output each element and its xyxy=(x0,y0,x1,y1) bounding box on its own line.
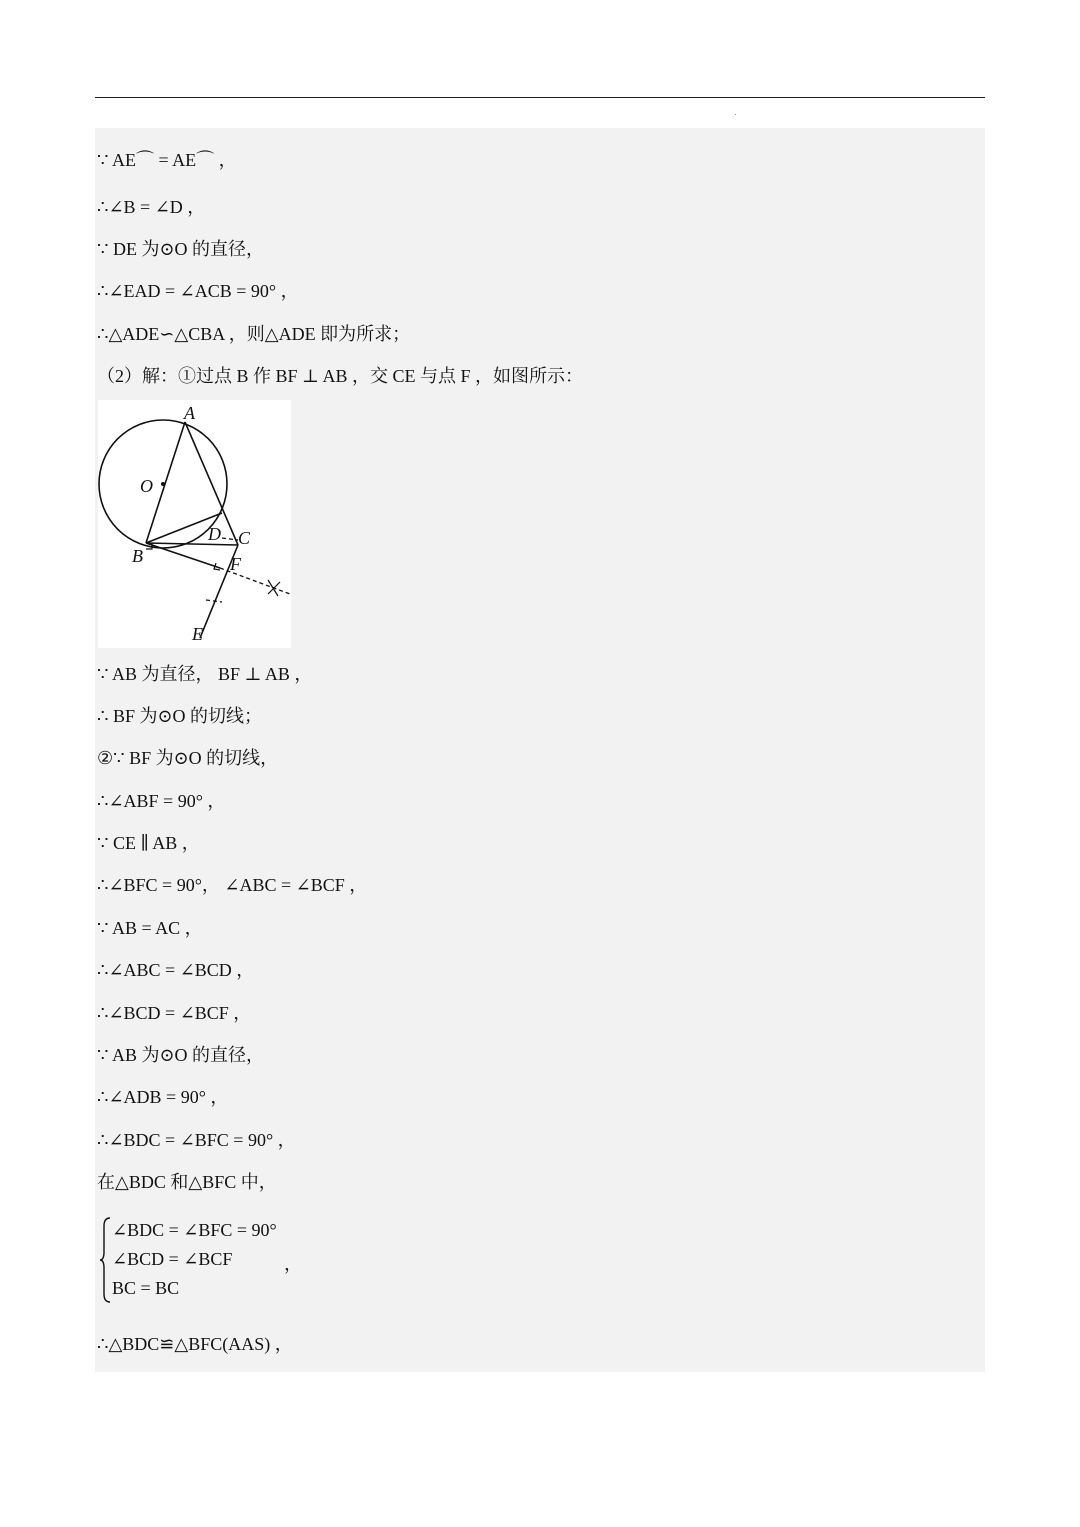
segment-bf xyxy=(146,543,220,568)
proof-line: ∵ DE 为⊙O 的直径， xyxy=(97,239,265,259)
label-a: A xyxy=(184,403,195,423)
proof-line: ∴∠BDC = ∠BFC = 90° ， xyxy=(97,1130,296,1150)
label-e: E xyxy=(192,624,203,644)
header-rule xyxy=(95,97,985,98)
center-point xyxy=(161,482,165,486)
proof-line: ∴∠ADB = 90° ， xyxy=(97,1087,229,1107)
proof-line: （2）解：①过点 B 作 BF ⊥ AB ，交 CE 与点 F ，如图所示： xyxy=(97,366,583,386)
proof-line: ∵ CE ∥ AB ， xyxy=(97,833,200,853)
equation-system xyxy=(100,1214,320,1306)
geometry-figure xyxy=(98,400,291,648)
proof-line: ∴∠BCD = ∠BCF ， xyxy=(97,1003,252,1023)
proof-line: ∴∠BFC = 90°， ∠ABC = ∠BCF ， xyxy=(97,875,368,895)
label-d: D xyxy=(208,524,221,544)
proof-line: ∵ AB 为直径， BF ⊥ AB ， xyxy=(97,664,313,684)
label-f: F xyxy=(230,554,241,574)
proof-line: ∴∠EAD = ∠ACB = 90° ， xyxy=(97,281,299,301)
proof-line: ∵ AE⌒ = AE⌒ ， xyxy=(97,150,237,170)
system-row: BC = BC xyxy=(112,1278,180,1298)
segment-bc xyxy=(146,543,238,545)
proof-line: ∵ AB = AC ， xyxy=(97,918,203,938)
header-dot xyxy=(735,114,736,115)
system-comma: ， xyxy=(284,1254,302,1274)
proof-line: ∴∠ABC = ∠BCD ， xyxy=(97,960,255,980)
system-row: ∠BCD = ∠BCF xyxy=(112,1249,233,1269)
proof-line: ∴∠B = ∠D ， xyxy=(97,197,206,217)
proof-line: ∴△ADE∽△CBA ，则△ADE 即为所求； xyxy=(97,324,411,344)
left-brace xyxy=(100,1216,112,1304)
proof-line: 在△BDC 和△BFC 中， xyxy=(97,1172,277,1192)
system-row: ∠BDC = ∠BFC = 90° xyxy=(112,1220,277,1240)
label-b: B xyxy=(132,546,143,566)
proof-line: ∴△BDC≌△BFC(AAS) ， xyxy=(97,1334,293,1354)
label-o: O xyxy=(140,476,153,496)
proof-line: ∴ BF 为⊙O 的切线； xyxy=(97,706,263,726)
proof-line: ②∵ BF 为⊙O 的切线， xyxy=(97,748,279,768)
proof-line: ∴∠ABF = 90° ， xyxy=(97,791,226,811)
construction-mark xyxy=(268,580,278,596)
proof-line: ∵ AB 为⊙O 的直径， xyxy=(97,1045,265,1065)
label-c: C xyxy=(238,528,251,548)
